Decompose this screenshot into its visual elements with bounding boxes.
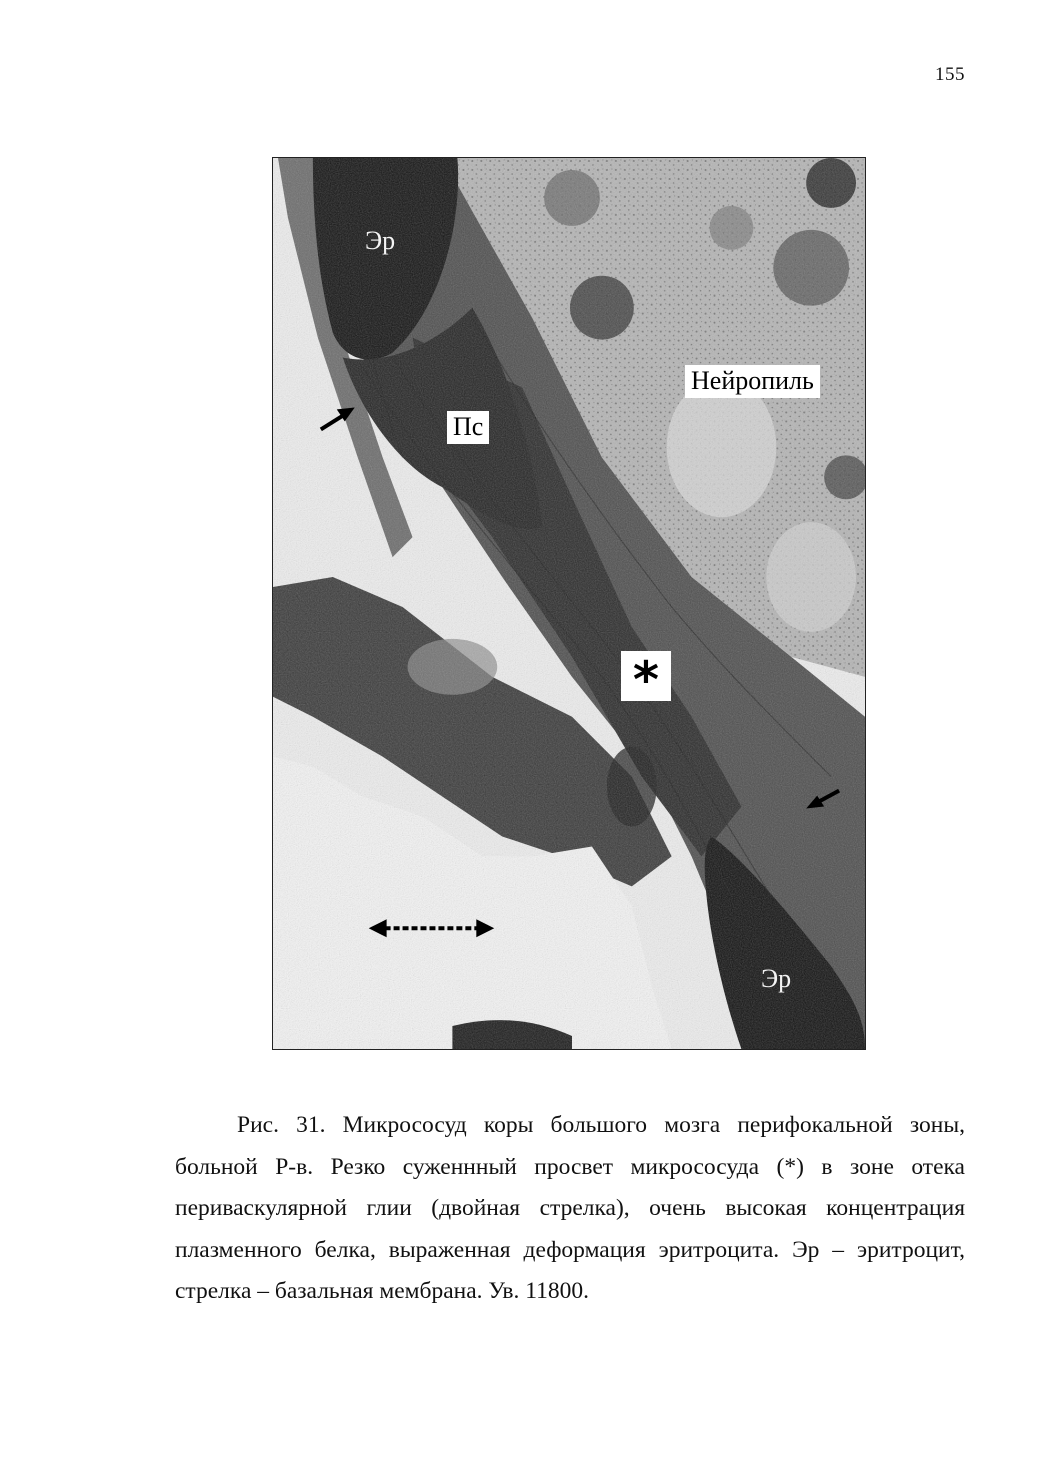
page-number: 155 xyxy=(935,64,965,85)
micrograph-figure xyxy=(272,157,866,1050)
micrograph-image xyxy=(273,158,865,1049)
label-erythrocyte-top: Эр xyxy=(365,226,396,255)
figure-caption: Рис. 31. Микрососуд коры большого мозга перифокальной зоны, больной Р-в. Резко суженнный просвет микрососуда (*) в зоне отека периваскулярной глии (двойная стрелка), очень высокая концентрация плазменного белка, выраженная деформация эритроцита. Эр – эритроцит, стрелка – базальная мембрана. Ув. 11800. xyxy=(175,1112,965,1304)
label-erythrocyte-bottom: Эр xyxy=(761,964,792,993)
label-lumen-marker: * xyxy=(621,651,671,701)
label-neuropil: Нейропиль xyxy=(685,365,820,398)
label-pericyte: Пс xyxy=(447,411,489,444)
